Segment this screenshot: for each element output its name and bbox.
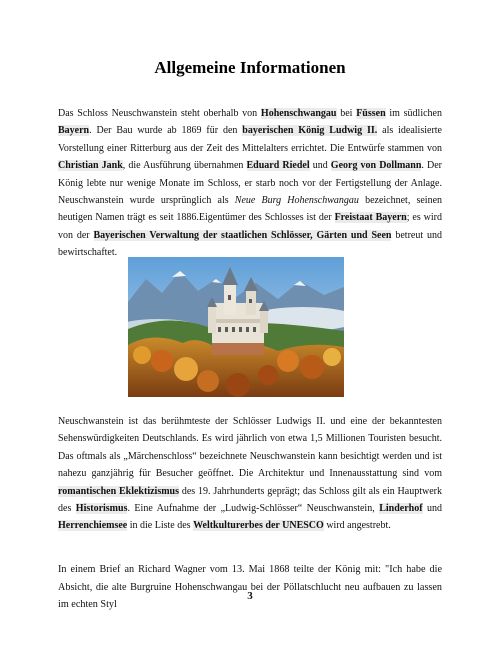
text-run: als idealisierte Vorstellung einer Ritterburg aus der Zeit des Mittelalters errichtet. Die Entwürfe stammen von — [58, 125, 442, 154]
text-run: In einem Brief an Richard Wagner vom 13. Mai 1868 teilte der König mit: "Ich habe die Absicht, die alte Burgruine Hohenschwangau bei der Pöllatschlucht neu aufbauen zu lassen im echten Styl — [58, 564, 442, 610]
link-freistaat-bayern[interactable]: Freistaat Bayern — [334, 212, 407, 224]
text-run: Das Schloss Neuschwanstein steht oberhalb von — [58, 108, 261, 119]
text-run: betreut und bewirtschaftet. — [58, 229, 442, 259]
italic-neue-burg: Neue Burg Hohenschwangau — [234, 195, 359, 207]
link-georg-von-dollmann[interactable]: Georg von Dollmann — [330, 160, 422, 172]
text-run: . Der König lebte nur wenige Monate im Schloss, er starb noch vor der Fertigstellung der Anlage. Neuschwanstein wurde ursprünglich als — [58, 160, 443, 207]
link-hohenschwangau[interactable]: Hohenschwangau — [260, 108, 337, 119]
text-run: im südlichen — [385, 108, 442, 119]
link-romantischer-eklektizismus[interactable]: romantischen Eklektizismus — [58, 485, 179, 497]
link-herrenchiemsee[interactable]: Herrenchiemsee — [58, 520, 128, 532]
text-run: wird angestrebt. — [323, 520, 391, 532]
link-weltkulturerbe-unesco[interactable]: Weltkulturerbes der UNESCO — [193, 520, 324, 532]
text-run: bezeichnet, seinen heutigen Namen trägt es seit 1886.Eigentümer des Schlosses ist der — [58, 195, 443, 224]
link-historismus[interactable]: Historismus — [75, 503, 128, 515]
page-number: 3 — [247, 590, 253, 602]
text-run: in die Liste des — [127, 520, 194, 532]
text-run: und — [422, 503, 442, 515]
link-bayerische-verwaltung[interactable]: Bayerischen Verwaltung der staatlichen Schlösser, Gärten und Seen — [93, 229, 392, 241]
link-linderhof[interactable]: Linderhof — [379, 503, 423, 515]
text-run: des 19. Jahrhunderts geprägt; das Schloss gilt als ein Hauptwerk des — [58, 485, 442, 515]
link-christian-jank[interactable]: Christian Jank — [58, 160, 123, 172]
paragraph-intro — [58, 105, 442, 262]
text-run: und — [309, 160, 331, 172]
paragraph-letter-quote — [58, 561, 442, 613]
text-run: . Der Bau wurde ab 1869 für den — [89, 125, 243, 137]
text-run: . Eine Aufnahme der „Ludwig-Schlösser“ Neuschwanstein, — [127, 503, 380, 515]
link-fuessen[interactable]: Füssen — [356, 108, 386, 119]
page-heading: Allgemeine Informationen — [154, 58, 346, 77]
castle-photo-graphic — [128, 257, 344, 397]
paragraph-description — [58, 413, 442, 535]
link-koenig-ludwig[interactable]: bayerischen König Ludwig II. — [242, 125, 378, 137]
text-run: bei — [336, 108, 357, 119]
castle-photo — [128, 257, 344, 397]
text-run: , die Ausführung übernahmen — [122, 160, 247, 172]
text-run: Neuschwanstein ist das berühmteste der Schlösser Ludwigs II. und eine der bekanntesten Sehenswürdigkeiten Deutschlands. Es wird jährlich von etwa 1,5 Millionen Touristen besucht. Das oftmals als „Märchenschloss“ bezeichnete Neuschwanstein kann besichtigt werden und ist nahezu ganzjährig für Besucher geöffnet. Die Architektur und Innenausstattung sind vom — [58, 416, 442, 480]
text-run: ; es wird von der — [58, 212, 442, 241]
link-eduard-riedel[interactable]: Eduard Riedel — [246, 160, 310, 172]
link-bayern[interactable]: Bayern — [58, 125, 90, 137]
